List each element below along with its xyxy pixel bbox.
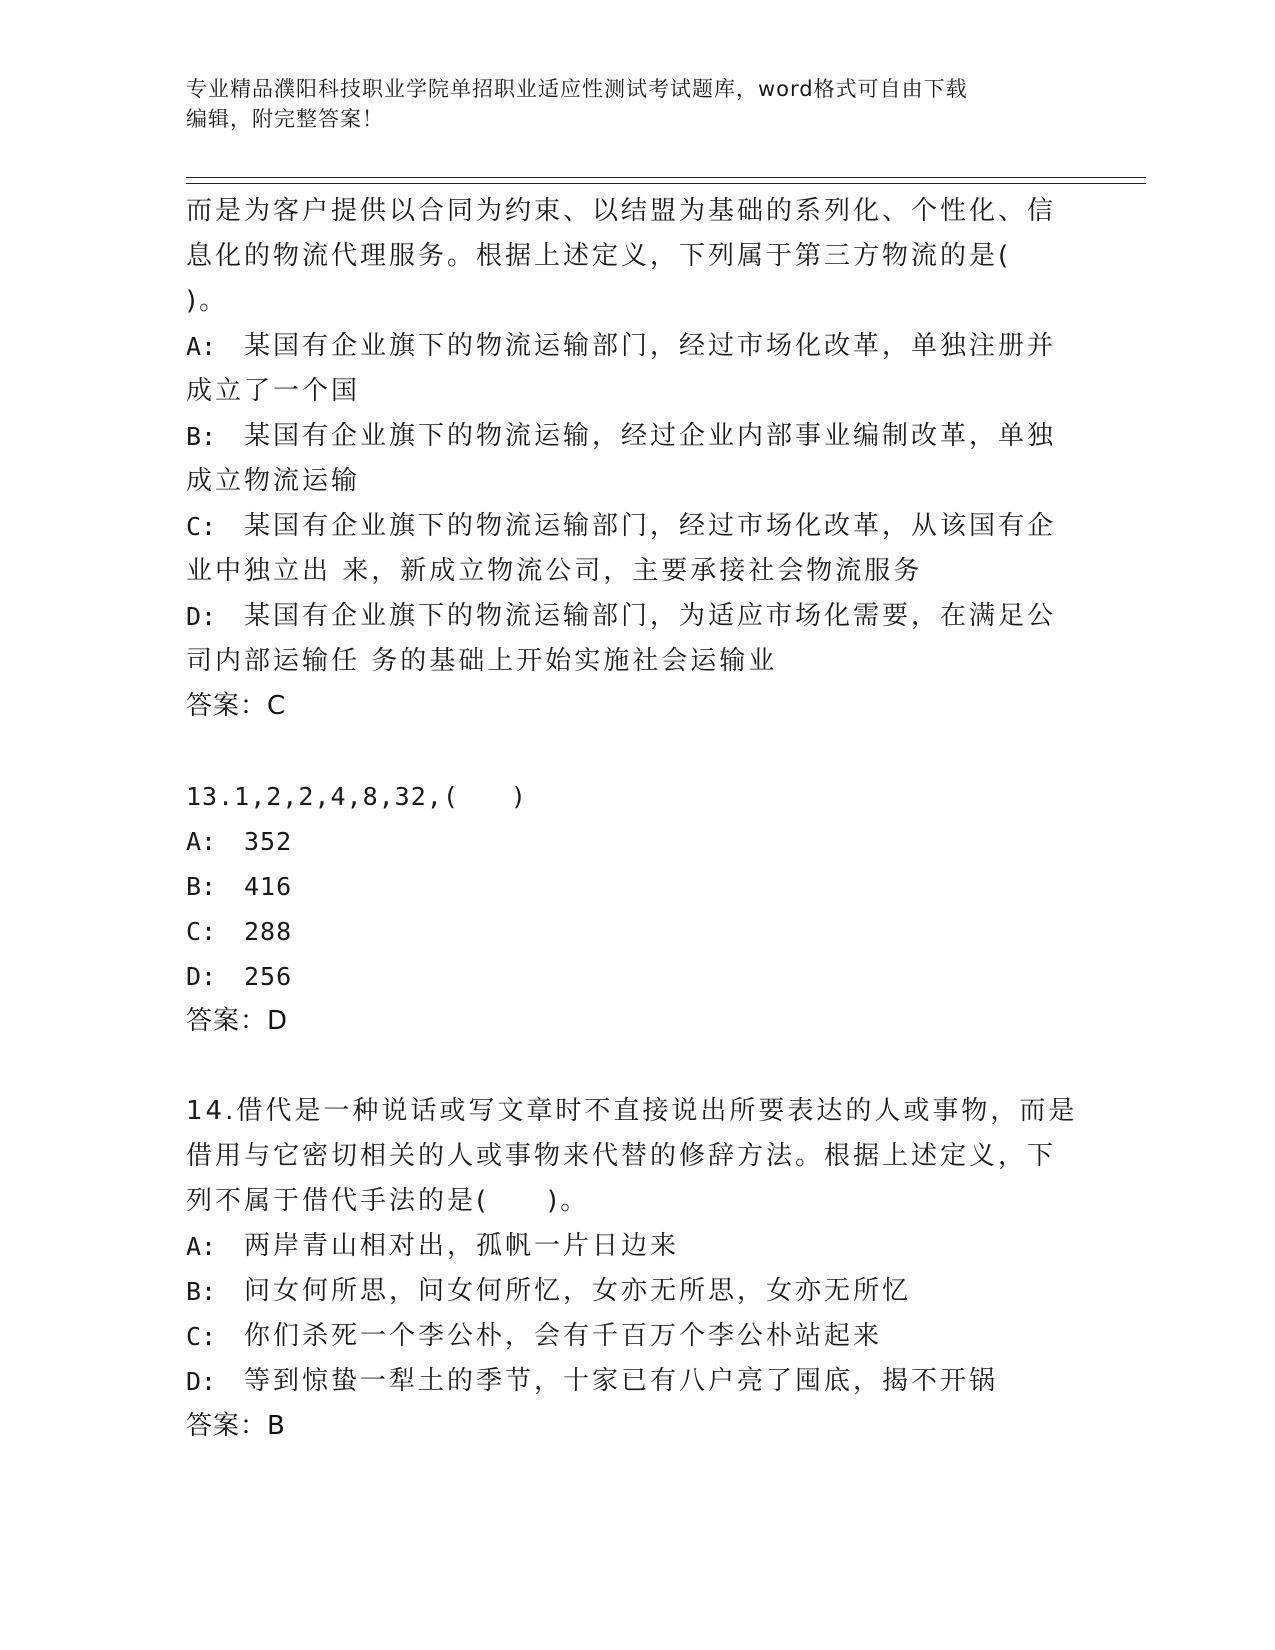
header-line-1: 专业精品濮阳科技职业学院单招职业适应性测试考试题库，word格式可自由下载: [186, 77, 968, 101]
answer-line: 答案：B: [186, 1411, 286, 1441]
question-stem-line: )。: [186, 286, 229, 316]
option-a: [186, 1224, 1056, 1269]
option-letter: C:: [186, 1322, 217, 1351]
header-divider-top: [186, 177, 1146, 178]
option-text: 某国有企业旗下的物流运输部门，经过市场化改革，单独注册并: [244, 331, 1057, 361]
option-letter: B:: [186, 872, 217, 901]
page-header: [186, 74, 1086, 134]
option-letter: A:: [186, 827, 217, 856]
question-stem-line: 借用与它密切相关的人或事物来代替的修辞方法。根据上述定义，下: [186, 1141, 1057, 1171]
option-b: [186, 864, 1056, 909]
option-text: 某国有企业旗下的物流运输部门，为适应市场化需要，在满足公: [244, 601, 1057, 631]
option-text: 288: [244, 917, 293, 946]
header-line-2: 编辑，附完整答案！: [186, 107, 384, 131]
option-c: [186, 1314, 1056, 1359]
question-12: [186, 189, 1056, 729]
option-letter: C:: [186, 917, 217, 946]
option-letter: D:: [186, 602, 217, 631]
option-text-continued: 司内部运输任 务的基础上开始实施社会运输业: [186, 646, 778, 676]
option-text-continued: 成立了一个国: [186, 376, 361, 406]
option-text: 某国有企业旗下的物流运输部门，经过市场化改革，从该国有企: [244, 511, 1057, 541]
option-letter: A:: [186, 332, 217, 361]
option-b: [186, 1269, 1056, 1314]
question-stem-line: 列不属于借代手法的是( )。: [186, 1186, 590, 1216]
option-c: [186, 504, 1056, 594]
answer-line: 答案：D: [186, 1006, 289, 1036]
option-letter: B:: [186, 1277, 217, 1306]
option-d: [186, 954, 1056, 999]
option-text: 某国有企业旗下的物流运输，经过企业内部事业编制改革，单独: [244, 421, 1057, 451]
question-13: [186, 774, 1056, 1044]
answer-line: 答案：C: [186, 691, 287, 721]
question-content: [186, 189, 1078, 1449]
option-text-continued: 成立物流运输: [186, 466, 361, 496]
question-stem-line: 而是为客户提供以合同为约束、以结盟为基础的系列化、个性化、信: [186, 196, 1057, 226]
option-text: 416: [244, 872, 293, 901]
option-text: 等到惊蛰一犁土的季节，十家已有八户亮了囤底，揭不开锅: [244, 1366, 999, 1396]
option-text-continued: 业中独立出 来，新成立物流公司，主要承接社会物流服务: [186, 556, 923, 586]
option-letter: A:: [186, 1232, 217, 1261]
question-stem-line: 息化的物流代理服务。根据上述定义，下列属于第三方物流的是(: [186, 241, 1012, 271]
option-d: [186, 1359, 1056, 1404]
option-text: 你们杀死一个李公朴，会有千百万个李公朴站起来: [244, 1321, 883, 1351]
option-letter: D:: [186, 962, 217, 991]
option-letter: B:: [186, 422, 217, 451]
option-letter: C:: [186, 512, 217, 541]
option-text: 两岸青山相对出，孤帆一片日边来: [244, 1231, 680, 1261]
question-14: [186, 1089, 1078, 1449]
option-letter: D:: [186, 1367, 217, 1396]
question-stem-line: 13.1,2,2,4,8,32,( ): [186, 782, 527, 811]
option-c: [186, 909, 1056, 954]
option-text: 问女何所思，问女何所忆，女亦无所思，女亦无所忆: [244, 1276, 912, 1306]
header-divider-bottom: [186, 183, 1146, 184]
option-a: [186, 324, 1056, 414]
option-text: 256: [244, 962, 293, 991]
option-b: [186, 414, 1056, 504]
option-text: 352: [244, 827, 293, 856]
option-d: [186, 594, 1056, 684]
option-a: [186, 819, 1056, 864]
question-stem-line: 14.借代是一种说话或写文章时不直接说出所要表达的人或事物，而是: [186, 1096, 1078, 1126]
